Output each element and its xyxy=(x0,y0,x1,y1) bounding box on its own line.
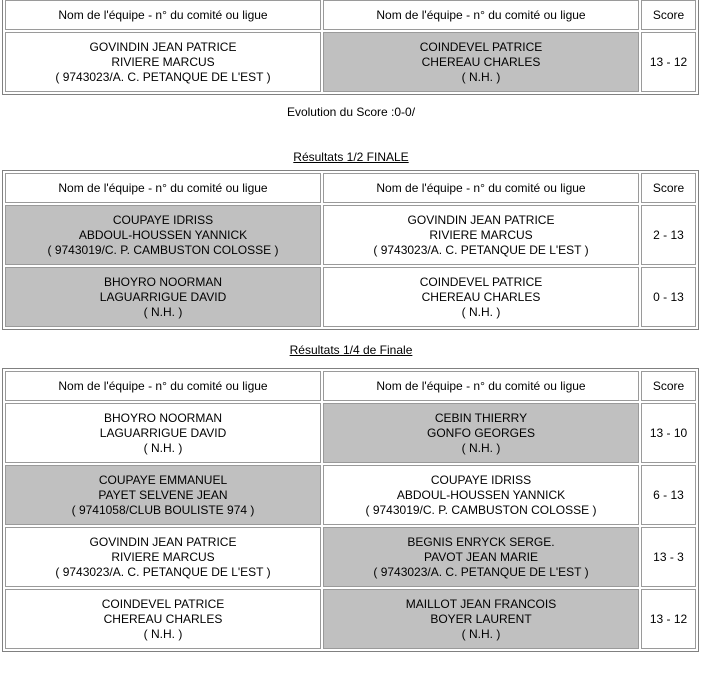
semi-final-title: Résultats 1/2 FINALE xyxy=(293,150,409,164)
player-name: PAYET SELVENE JEAN xyxy=(98,487,228,502)
score-cell: 13 - 12 xyxy=(641,589,696,649)
score-column-header: Score xyxy=(641,0,696,30)
team-b-cell xyxy=(323,465,639,525)
club-info: ( N.H. ) xyxy=(461,69,501,84)
player-name: GOVINDIN JEAN PATRICE xyxy=(89,39,237,54)
team-a-cell xyxy=(5,589,321,649)
player-name: LAGUARRIGUE DAVID xyxy=(99,425,227,440)
player-name: COINDEVEL PATRICE xyxy=(101,596,225,611)
score-evolution: Evolution du Score :0-0/ xyxy=(286,105,416,119)
club-info: ( 9743023/A. C. PETANQUE DE L'EST ) xyxy=(373,564,589,579)
player-name: BHOYRO NOORMAN xyxy=(103,274,222,289)
team-b-cell xyxy=(323,32,639,92)
player-name: ABDOUL-HOUSSEN YANNICK xyxy=(78,227,248,242)
final-results-table xyxy=(2,0,699,95)
team-a-cell xyxy=(5,32,321,92)
team-b-cell xyxy=(323,205,639,265)
team-a-cell xyxy=(5,465,321,525)
player-name: ABDOUL-HOUSSEN YANNICK xyxy=(396,487,566,502)
quarter-final-results-table xyxy=(2,368,699,652)
player-name: PAVOT JEAN MARIE xyxy=(423,549,539,564)
player-name: COINDEVEL PATRICE xyxy=(419,39,543,54)
player-name: GOVINDIN JEAN PATRICE xyxy=(89,534,237,549)
score-column-header: Score xyxy=(641,173,696,203)
score-cell: 13 - 3 xyxy=(641,527,696,587)
player-name: BHOYRO NOORMAN xyxy=(103,410,222,425)
semi-final-caption xyxy=(0,147,702,167)
team-a-cell xyxy=(5,267,321,327)
team-a-cell xyxy=(5,403,321,463)
club-info: ( N.H. ) xyxy=(143,626,183,641)
team-column-header: Nom de l'équipe - n° du comité ou ligue xyxy=(323,371,639,401)
match-row xyxy=(5,465,696,525)
table-header-row xyxy=(5,173,696,203)
table-header-row xyxy=(5,371,696,401)
match-row xyxy=(5,267,696,327)
score-cell: 13 - 12 xyxy=(641,32,696,92)
quarter-final-title: Résultats 1/4 de Finale xyxy=(289,343,413,357)
club-info: ( 9743019/C. P. CAMBUSTON COLOSSE ) xyxy=(365,502,597,517)
player-name: RIVIERE MARCUS xyxy=(111,549,215,564)
team-column-header: Nom de l'équipe - n° du comité ou ligue xyxy=(5,0,321,30)
player-name: GONFO GEORGES xyxy=(426,425,535,440)
club-info: ( 9743023/A. C. PETANQUE DE L'EST ) xyxy=(55,69,271,84)
team-column-header: Nom de l'équipe - n° du comité ou ligue xyxy=(323,173,639,203)
club-info: ( N.H. ) xyxy=(143,440,183,455)
player-name: CHEREAU CHARLES xyxy=(103,611,223,626)
player-name: COUPAYE IDRISS xyxy=(112,212,214,227)
match-row xyxy=(5,589,696,649)
score-cell: 0 - 13 xyxy=(641,267,696,327)
match-row xyxy=(5,403,696,463)
player-name: COUPAYE EMMANUEL xyxy=(98,472,228,487)
player-name: RIVIERE MARCUS xyxy=(429,227,533,242)
team-b-cell xyxy=(323,267,639,327)
team-a-cell xyxy=(5,205,321,265)
score-cell: 2 - 13 xyxy=(641,205,696,265)
team-b-cell xyxy=(323,527,639,587)
score-cell: 6 - 13 xyxy=(641,465,696,525)
score-cell: 13 - 10 xyxy=(641,403,696,463)
player-name: BEGNIS ENRYCK SERGE. xyxy=(407,534,555,549)
semi-final-results-table xyxy=(2,170,699,330)
team-b-cell xyxy=(323,589,639,649)
team-b-cell xyxy=(323,403,639,463)
club-info: ( N.H. ) xyxy=(461,304,501,319)
match-row xyxy=(5,527,696,587)
player-name: CHEREAU CHARLES xyxy=(421,54,541,69)
match-row xyxy=(5,205,696,265)
player-name: GOVINDIN JEAN PATRICE xyxy=(407,212,555,227)
team-column-header: Nom de l'équipe - n° du comité ou ligue xyxy=(5,371,321,401)
player-name: LAGUARRIGUE DAVID xyxy=(99,289,227,304)
club-info: ( N.H. ) xyxy=(461,626,501,641)
match-row xyxy=(5,32,696,92)
team-column-header: Nom de l'équipe - n° du comité ou ligue xyxy=(323,0,639,30)
player-name: CEBIN THIERRY xyxy=(434,410,528,425)
player-name: MAILLOT JEAN FRANCOIS xyxy=(405,596,557,611)
player-name: COUPAYE IDRISS xyxy=(430,472,532,487)
club-info: ( N.H. ) xyxy=(461,440,501,455)
player-name: BOYER LAURENT xyxy=(430,611,532,626)
score-column-header: Score xyxy=(641,371,696,401)
club-info: ( 9743019/C. P. CAMBUSTON COLOSSE ) xyxy=(47,242,279,257)
team-a-cell xyxy=(5,527,321,587)
player-name: COINDEVEL PATRICE xyxy=(419,274,543,289)
club-info: ( 9743023/A. C. PETANQUE DE L'EST ) xyxy=(55,564,271,579)
player-name: RIVIERE MARCUS xyxy=(111,54,215,69)
club-info: ( 9741058/CLUB BOULISTE 974 ) xyxy=(71,502,255,517)
club-info: ( N.H. ) xyxy=(143,304,183,319)
team-column-header: Nom de l'équipe - n° du comité ou ligue xyxy=(5,173,321,203)
quarter-final-caption xyxy=(0,340,702,360)
table-header-row xyxy=(5,0,696,30)
club-info: ( 9743023/A. C. PETANQUE DE L'EST ) xyxy=(373,242,589,257)
player-name: CHEREAU CHARLES xyxy=(421,289,541,304)
